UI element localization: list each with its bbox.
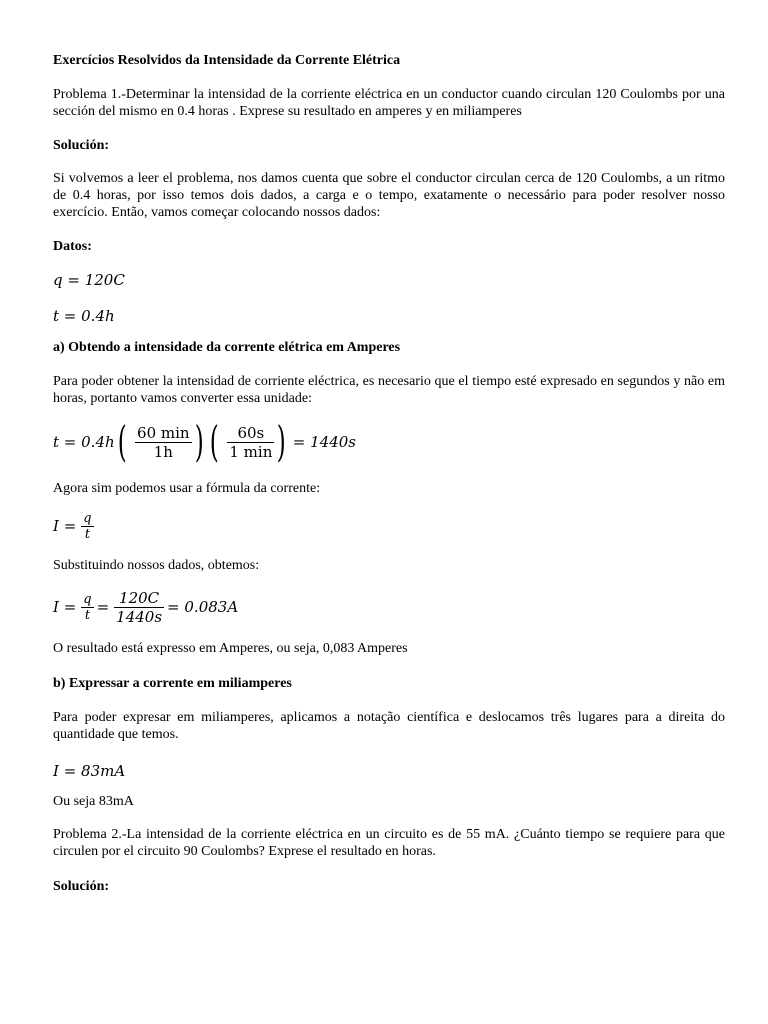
substitution-fraction-numeric: $\frac{120C}{1440s}$ bbox=[116, 588, 163, 626]
section-b-paragraph: Para poder expresar em miliamperes, aplicamos a notação científica e deslocamos três lugares para a direita do quantidade que temos. bbox=[53, 710, 725, 742]
milliampere-equation bbox=[53, 762, 725, 780]
data-label: Datos: bbox=[53, 239, 92, 254]
time-data-equation bbox=[53, 307, 725, 325]
formula-intro-text: Agora sim podemos usar a fórmula da corrente: bbox=[53, 481, 321, 496]
section-a-heading: a) Obtendo a intensidade da corrente elétrica em Amperes bbox=[53, 340, 401, 355]
conversion-rhs: = 1440s bbox=[292, 433, 356, 451]
time-data-text: t = 0.4h bbox=[53, 307, 115, 325]
current-formula-equation bbox=[53, 508, 725, 544]
solution-label: Solución: bbox=[53, 138, 110, 153]
substitution-intro-text: Substituindo nossos dados, obtemos: bbox=[53, 558, 260, 573]
conversion-fraction-seconds: $\frac{60s}{1 \min}$ bbox=[229, 423, 273, 461]
section-b-heading: b) Expressar a corrente em miliamperes bbox=[53, 676, 292, 691]
conversion-lhs: t = 0.4h bbox=[53, 433, 115, 451]
amperes-result-text: O resultado está expresso em Amperes, ou seja, 0,083 Amperes bbox=[53, 641, 408, 656]
formula-lhs: I = bbox=[53, 517, 77, 535]
problem-2-statement: Problema 2.-La intensidad de la corriente eléctrica en un circuito es de 55 mA. ¿Cuánto tiempo se requiere para que circulen por el circuito 90 Coulombs? Exprese el resultado en horas. bbox=[53, 827, 725, 859]
right-paren: ) bbox=[194, 417, 204, 466]
problem-1-statement: Problema 1.-Determinar la intensidad de la corriente eléctrica en un conductor cuando circulan 120 Coulombs por una sección del mismo en 0.4 horas . Exprese su resultado en amperes y en miliamperes bbox=[53, 87, 725, 119]
document-title: Exercícios Resolvidos da Intensidade da Corrente Elétrica bbox=[53, 53, 401, 68]
milliampere-result: I = 83mA bbox=[53, 762, 126, 780]
left-paren: ( bbox=[117, 417, 127, 466]
right-paren: ) bbox=[277, 417, 287, 466]
substitution-result: = 0.083A bbox=[167, 598, 239, 616]
charge-data-equation bbox=[53, 271, 725, 289]
substitution-fraction-symbolic: $\frac{q}{t}$ bbox=[83, 591, 92, 623]
left-paren: ( bbox=[209, 417, 219, 466]
conversion-fraction-minutes: $\frac{60 \min}{1h}$ bbox=[137, 423, 190, 461]
solution-intro-paragraph: Si volvemos a leer el problema, nos damos cuenta que sobre el conductor circulan cerca de 120 Coulombs, a un ritmo de 0.4 horas, por isso temos dois dados, a carga e o tempo, exatamente o necessário para poder resolver nosso exercício. Então, vamos começar colocando nossos dados: bbox=[53, 171, 725, 220]
milliampere-summary-text: Ou seja 83mA bbox=[53, 794, 134, 809]
substitution-equals: = bbox=[96, 598, 110, 616]
substitution-lhs: I = bbox=[53, 598, 77, 616]
formula-fraction: $\frac{q}{t}$ bbox=[83, 510, 92, 542]
section-a-paragraph: Para poder obtener la intensidad de corriente eléctrica, es necesario que el tiempo esté expresado en segundos y não em horas, portanto vamos converter essa unidade: bbox=[53, 374, 725, 406]
solution-2-label: Solución: bbox=[53, 879, 110, 894]
substitution-equation bbox=[53, 587, 725, 627]
charge-data-text: q = 120C bbox=[53, 271, 125, 289]
time-conversion-equation bbox=[53, 418, 725, 466]
